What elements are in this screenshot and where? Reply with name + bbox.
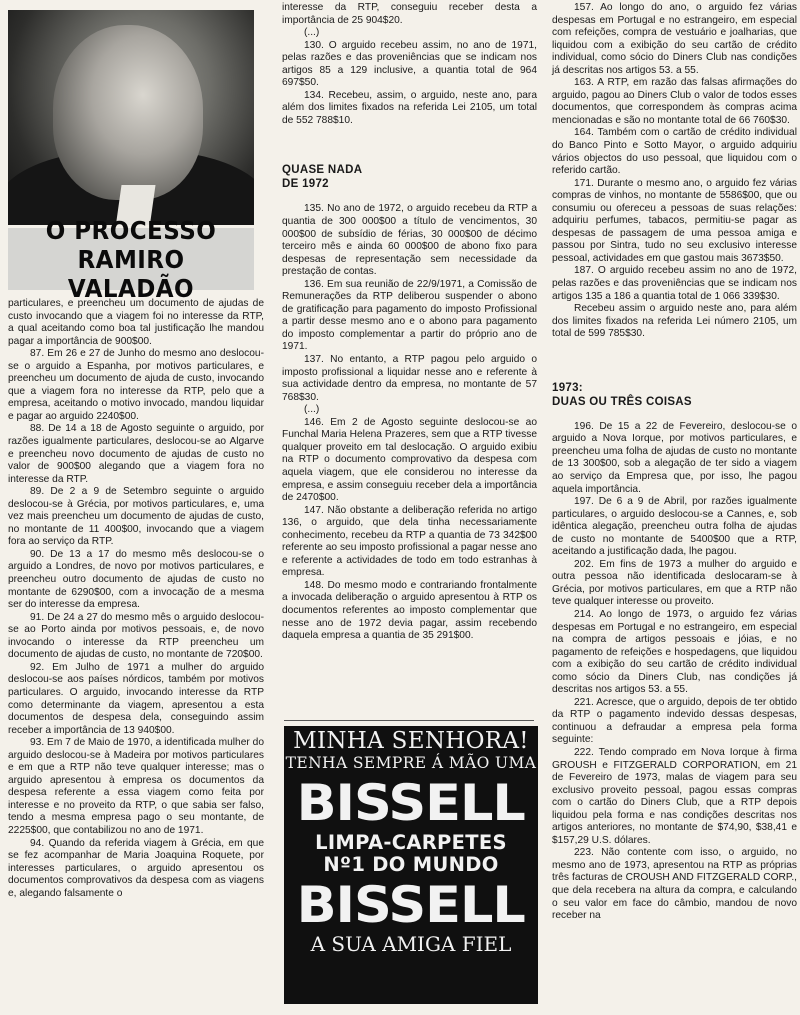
column-3 bbox=[552, 2, 797, 923]
paragraph: 171. Durante o mesmo ano, o arguido fez várias compras de vinhos, no montante de 5586$00, que ou consumiu ou ofereceu a pessoas de suas relações: adquiriu perfumes, tabacos, permitiu-se pagar as despesas de passagem de uma pessoa amiga e passou por Sintra, tudo no seu exclusivo interesse pessoal, actividades em que gastou mais 3673$50. bbox=[552, 177, 797, 264]
ad-brand-logo: BISSELL bbox=[296, 774, 526, 832]
paragraph: 187. O arguido recebeu assim no ano de 1972, pelas razões e das proveniências que se indicam nos artigos 135 a 186 a quantia total de 1 066 339$30. bbox=[552, 265, 797, 302]
section-heading-1973 bbox=[552, 381, 797, 409]
paragraph: 214. Ao longo de 1973, o arguido fez várias despesas em Portugal e no estrangeiro, em especial na compra de artigos pessoais e jóias, e no pagamento de refeições e hospedagens, que liquidou com a exibição do seu cartão de crédito individual como sócio da Diners Club, nas condições já descritas nos artigos 53. a 55. bbox=[552, 608, 797, 696]
ad-line-3a: LIMPA-CARPETES bbox=[315, 831, 507, 854]
portrait-photo bbox=[8, 10, 254, 225]
section-line-1: 1973: bbox=[552, 381, 583, 394]
paragraph: 89. De 2 a 9 de Setembro seguinte o arguido deslocou-se à Grécia, por motivos particulares, e, uma vez mais preencheu um documento de ajudas de custo, no montante de 11 400$00, invocando que a viagem fora ao serviço da RTP. bbox=[8, 486, 264, 548]
paragraph: 94. Quando da referida viagem à Grécia, em que se fez acompanhar de Maria Joaquina Roquete, por interesses particulares, o arguido apresentou os documentos comprovativos da despesa com as viagens e, alegando falsamente o bbox=[8, 837, 264, 899]
headline-line-1: O PROCESSO bbox=[45, 215, 217, 245]
ad-line-3b: Nº1 DO MUNDO bbox=[323, 853, 499, 876]
paragraph: 130. O arguido recebeu assim, no ano de 1971, pelas razões e das proveniências que se indicam nos artigos 85 a 129 inclusive, a quantia total de 964 697$50. bbox=[282, 39, 537, 89]
paragraph: 197. De 6 a 9 de Abril, por razões igualmente particulares, o arguido deslocou-se a Cannes, e, sob idêntica alegação, preencheu outra folha de ajudas de custo no montante de 5400$00 que a RTP, aceitando a justificação dada, lhe pagou. bbox=[552, 496, 797, 558]
paragraph: 196. De 15 a 22 de Fevereiro, deslocou-se o arguido a Nova Iorque, por motivos particulares, e preencheu uma folha de ajudas de custo no montante de 13 300$00, sob a alegação de ter sido a viagem ao serviço da Empresa que, por isso, lhe pagou aquela importância. bbox=[552, 420, 797, 495]
headline-line-2: RAMIRO VALADÃO bbox=[67, 244, 195, 303]
paragraph: 221. Acresce, que o arguido, depois de ter obtido da RTP o pagamento indevido dessas despesas, continuou a defraudar a empresa pela forma seguinte: bbox=[552, 696, 797, 746]
paragraph: particulares, e preencheu um documento de ajudas de custo invocando que a viagem foi no interesse da RTP, a qual aceitando como boa tal justificação lhe mandou pagar a importância de 900$00. bbox=[8, 298, 264, 347]
ad-line-1: MINHA SENHORA! bbox=[293, 728, 529, 754]
paragraph: 222. Tendo comprado em Nova Iorque à firma GROUSH e FITZGERALD CORPORATION, em 21 de Fevereiro de 1973, malas de viagem para seu exclusivo proveito pessoal, pagou essas compras com o cartão do Diners Club, que a RTP depois liquidou pela forma e nas condições descritas nos artigos anteriores, no montante de $74,90, $38,41 e $157,29 U.S. dólares. bbox=[552, 746, 797, 846]
paragraph: 91. De 24 a 27 do mesmo mês o arguido deslocou-se ao Porto ainda por motivos pessoais, e, de novo invocando o interesse da RTP preencheu um documento de ajudas de custo, no montante de 720$00. bbox=[8, 611, 264, 661]
paragraph: 163. A RTP, em razão das falsas afirmações do arguido, pagou ao Diners Club o valor de todos esses documentos, que correspondem às compras acima mencionadas e são no montante total de 66 760$30. bbox=[552, 77, 797, 126]
paragraph: 148. Do mesmo modo e contrariando frontalmente a invocada deliberação o arguido apresentou à RTP os documentos referentes ao imposto complementar que nesse ano de 1972 devia pagar, assim recebendo daquela empresa a quantia de 35 291$00. bbox=[282, 579, 537, 642]
section-line-2: DUAS OU TRÊS COISAS bbox=[552, 395, 692, 408]
article-headline bbox=[8, 215, 254, 303]
paragraph: Recebeu assim o arguido neste ano, para além dos limites fixados na referida Lei número 2105, um total de 599 785$30. bbox=[552, 303, 797, 340]
paragraph: 157. Ao longo do ano, o arguido fez várias despesas em Portugal e no estrangeiro, em especial com refeições, compra de vestuário e joalharias, que liquidou com a exibição do seu cartão de crédito individual, como sócio do Diners Club nas condições já descritas nos artigos 53. a 55. bbox=[552, 2, 797, 76]
paragraph: 93. Em 7 de Maio de 1970, a identificada mulher do arguido deslocou-se à Madeira por motivos particulares e em que a RTP não teve qualquer interesse; mas o arguido apresentou à empresa os documentos da despesa referente a essa viagem como feita por interesse e no proveito da RTP, o que sabia ser falso, tendo a mesma empresa pago o seu montante, de 2225$00, que contabilizou no ano de 1971. bbox=[8, 737, 264, 836]
column-2 bbox=[282, 2, 537, 643]
paragraph: 136. Em sua reunião de 22/9/1971, a Comissão de Remunerações da RTP deliberou suspender o abono de gratificação para pagamento do imposto Profissional a partir desse mesmo ano e o abono para pagamento do imposto complementar a partir do próprio ano de 1971. bbox=[282, 278, 537, 353]
photo-head bbox=[53, 25, 203, 200]
paragraph: 90. De 13 a 17 do mesmo mês deslocou-se o arguido a Londres, de novo por motivos particulares, e preencheu outro documento de ajudas de custo no montante de 6290$00, com a invocação de a mesma ser do interesse da empresa. bbox=[8, 548, 264, 611]
paragraph: 223. Não contente com isso, o arguido, no mesmo ano de 1973, apresentou na RTP as próprias três facturas de CROUSH AND FITZGERALD CORP., que dela recebera na altura da compra, e calculando o seu valor em face do câmbio, mandou de novo receber na bbox=[552, 847, 797, 922]
paragraph: 92. Em Julho de 1971 a mulher do arguido deslocou-se aos países nórdicos, também por motivos particulares. O arguido, invocando interesse da RTP como determinante da viagem, apresentou a esta documentos de despesa dela, conseguindo assim receber a importância de 13 940$00. bbox=[8, 661, 264, 736]
ad-line-2: TENHA SEMPRE Á MÃO UMA bbox=[285, 754, 537, 772]
paragraph: 164. Também com o cartão de crédito individual do Banco Pinto e Sotto Mayor, o arguido adquiriu vários objectos do uso pessoal, que liquidou com o referido cartão. bbox=[552, 127, 797, 177]
ad-line-4: A SUA AMIGA FIEL bbox=[310, 932, 512, 956]
paragraph: 137. No entanto, a RTP pagou pelo arguido o imposto profissional a liquidar nesse ano e referente à sua actividade dentro da empresa, no montante de 57 768$30. bbox=[282, 354, 537, 403]
section-heading-1972 bbox=[282, 163, 537, 191]
bissell-advertisement bbox=[284, 726, 538, 1004]
paragraph: 88. De 14 a 18 de Agosto seguinte o arguido, por razões igualmente particulares, deslocou-se ao Algarve e preencheu novo documento de ajudas de custo no valor de 900$00 alegando que a viagem fora no interesse da RTP. bbox=[8, 423, 264, 485]
paragraph: 135. No ano de 1972, o arguido recebeu da RTP a quantia de 300 000$00 a título de vencimentos, 30 000$00 de subsídio de férias, 30 000$00 de décimo terceiro mês e ainda 60 000$00 de abono fixo para despesas de representação sem necessidade da prestação de contas. bbox=[282, 203, 537, 278]
divider-line bbox=[284, 720, 534, 721]
ellipsis: (...) bbox=[304, 27, 320, 39]
section-line-2: DE 1972 bbox=[282, 178, 329, 191]
paragraph: 202. Em fins de 1973 a mulher do arguido e outra pessoa não identificada deslocaram-se à Grécia, por motivos particulares, em que a RTP não teve qualquer interesse ou proveito. bbox=[552, 558, 797, 608]
column-1 bbox=[8, 298, 264, 900]
paragraph: 147. Não obstante a deliberação referida no artigo 136, o arguido, que dela tinha necessariamente conhecimento, recebeu da RTP a quantia de 73 342$00 referente ao seu imposto profissional a pagar nesse ano e referente a actividades de todo em todo estranhas à empresa. bbox=[282, 504, 537, 579]
paragraph: 134. Recebeu, assim, o arguido, neste ano, para além dos limites fixados na referida Lei 2105, um total de 552 788$10. bbox=[282, 89, 537, 126]
paragraph: 146. Em 2 de Agosto seguinte deslocou-se ao Funchal Maria Helena Prazeres, sem que a RTP tivesse qualquer proveito em tal deslocação. O arguido exibiu na RTP o documento comprovativo da despesa com aquela viagem, que ele considerou no interesse da empresa, e assim conseguiu receber dela a importância de 2470$00. bbox=[282, 416, 537, 504]
section-line-1: QUASE NADA bbox=[282, 164, 363, 177]
ad-brand-logo-2: BISSELL bbox=[296, 876, 526, 934]
paragraph: interesse da RTP, conseguiu receber desta a importância de 25 904$20. bbox=[282, 2, 537, 26]
paragraph: 87. Em 26 e 27 de Junho do mesmo ano deslocou-se o arguido a Espanha, por motivos particulares, e preencheu um documento de ajuda de custo, invocando que a viagem fora no interesse da RTP, pelo que a empresa, aceitando o motivo invocado, mandou liquidar e pagar ao arguido 2240$00. bbox=[8, 348, 264, 422]
ellipsis: (...) bbox=[304, 404, 320, 416]
